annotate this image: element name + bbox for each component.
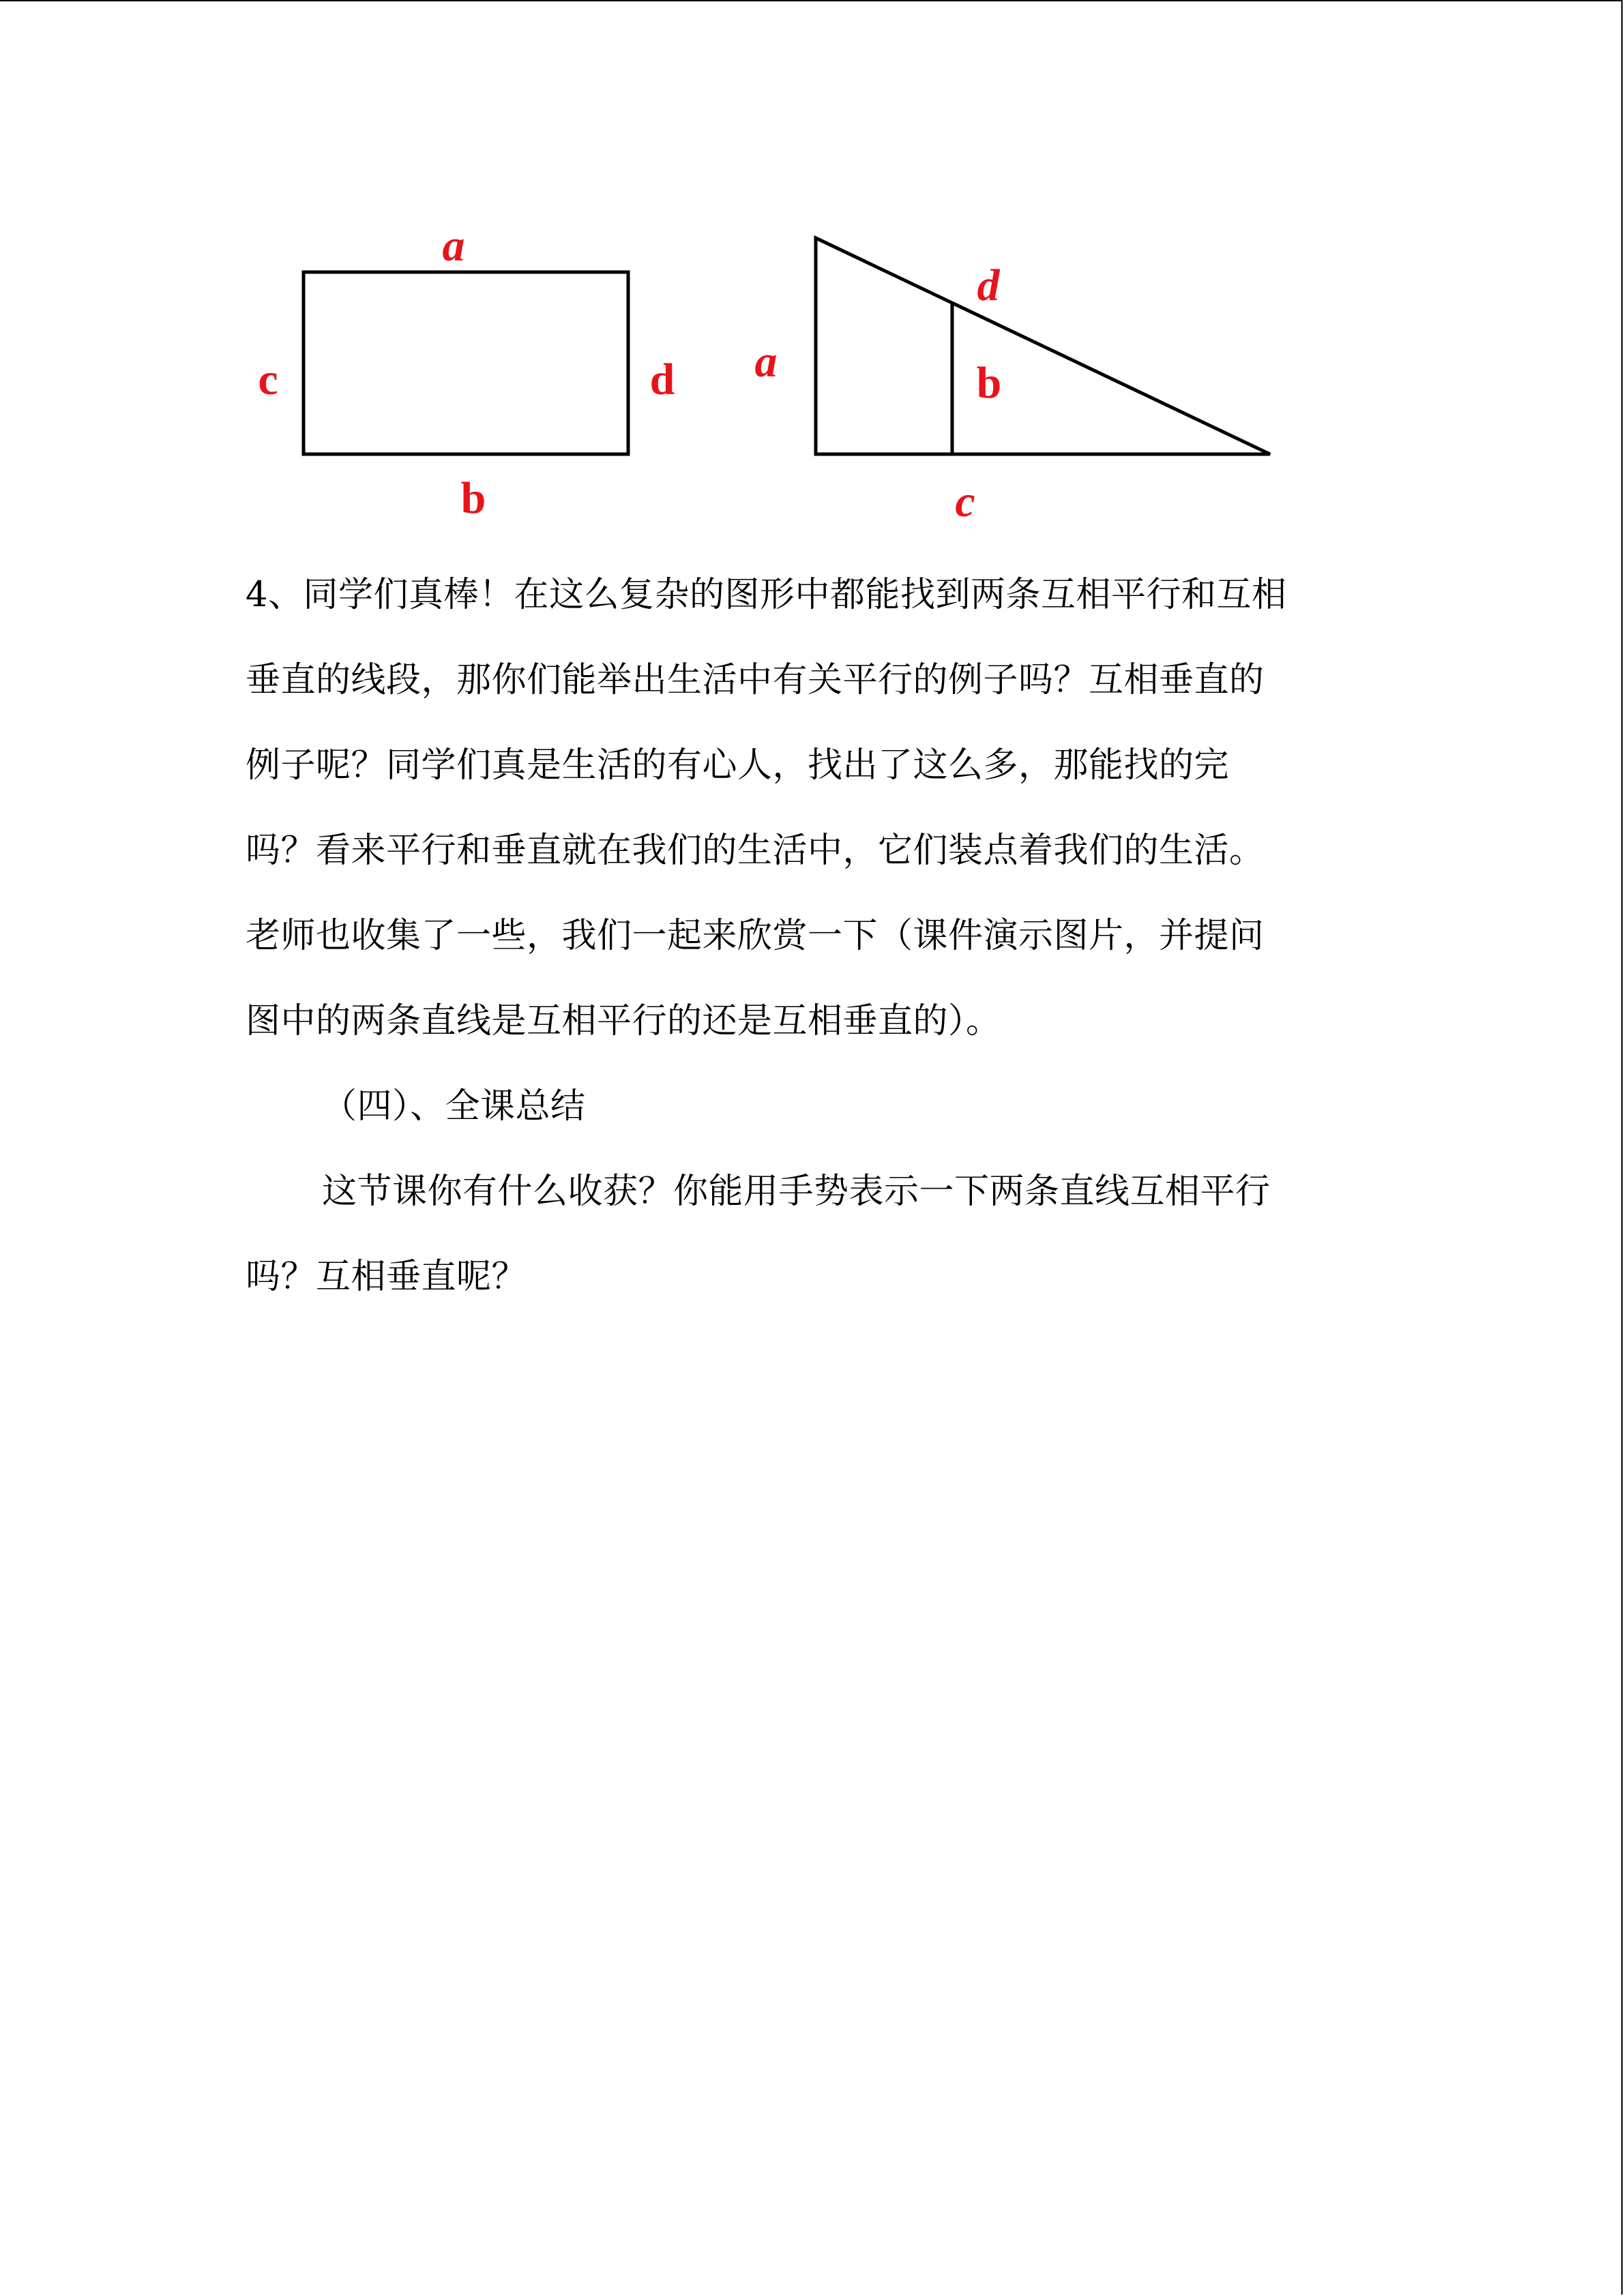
paragraph-line: 老师也收集了一些，我们一起来欣赏一下（课件演示图片，并提问 [246, 916, 1265, 956]
paragraph-line: 例子呢？同学们真是生活的有心人，找出了这么多，那能找的完 [246, 745, 1230, 786]
triangle-label-hypotenuse: d [977, 260, 1000, 310]
paragraph-1 [246, 552, 1391, 1064]
paragraph-line: 垂直的线段，那你们能举出生活中有关平行的例子吗？互相垂直的 [246, 660, 1265, 700]
paragraph-line: 吗？看来平行和垂直就在我们的生活中，它们装点着我们的生活。 [246, 831, 1265, 871]
paragraph-line: 4、同学们真棒！在这么复杂的图形中都能找到两条互相平行和互相 [246, 575, 1287, 615]
rectangle-label-right: d [649, 355, 675, 404]
triangle-figure [755, 238, 1271, 526]
triangle-label-inner: b [976, 358, 1002, 408]
rectangle-label-left: c [258, 355, 278, 404]
rectangle-shape [304, 272, 628, 454]
rectangle-figure [258, 221, 675, 523]
triangle-label-base: c [955, 477, 975, 526]
paragraph-line: 图中的两条直线是互相平行的还是互相垂直的）。 [246, 1001, 1001, 1041]
triangle-label-left: a [754, 337, 778, 387]
rectangle-label-top: a [442, 221, 465, 271]
section-heading: （四）、全课总结 [322, 1086, 586, 1127]
figures [0, 0, 1624, 546]
triangle-shape [816, 238, 1270, 454]
rectangle-label-bottom: b [460, 473, 486, 523]
paragraph-line: 这节课你有什么收获？你能用手势表示一下两条直线互相平行 [322, 1172, 1271, 1212]
paragraph-line: 吗？互相垂直呢？ [246, 1257, 527, 1297]
paragraph-2 [246, 1149, 1391, 1320]
lesson-text [246, 552, 1391, 1320]
